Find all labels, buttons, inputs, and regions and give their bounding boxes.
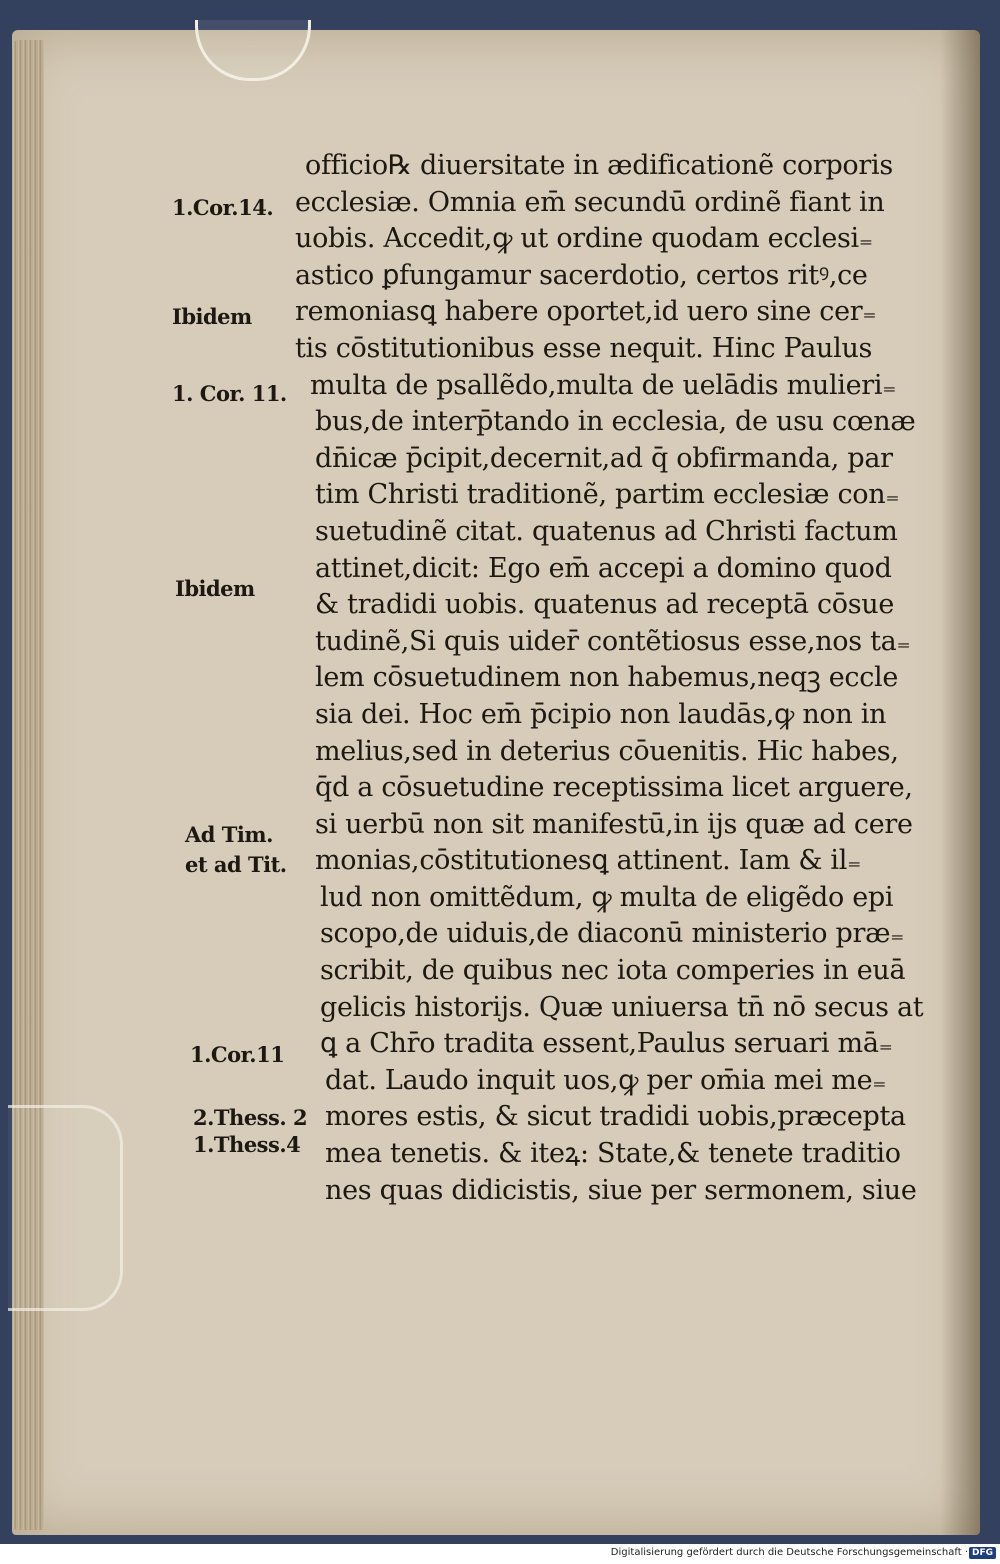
text-line: nes quas didicistis, siue per sermonem, siue — [325, 1174, 917, 1206]
text-line: tudinẽ,Si quis uider̄ contẽtiosus esse,nos ta₌ — [315, 625, 911, 657]
text-line: tim Christi traditionẽ, partim ecclesiæ con₌ — [315, 479, 900, 511]
margin-note: Ibidem — [175, 576, 255, 601]
text-line: melius,sed in deterius cōuenitis. Hic habes, — [315, 735, 899, 767]
text-line: officio℞ diuersitate in ædificationẽ corporis — [305, 150, 893, 181]
text-line: si uerbū non sit manifestū,in ijs quæ ad cere — [315, 808, 913, 840]
margin-note: 2.Thess. 2 — [193, 1105, 308, 1130]
text-line: scribit, de quibus nec iota comperies in euā — [320, 955, 906, 987]
text-line: ꝗ a Chr̄o tradita essent,Paulus seruari mā₌ — [320, 1028, 893, 1060]
margin-note: 1.Cor.11 — [190, 1042, 285, 1067]
text-line: & tradidi uobis. quatenus ad receptā cōsue — [315, 589, 895, 621]
text-line: dn̄icæ p̄cipit,decernit,ad q̄ obfirmanda, par — [315, 442, 893, 474]
text-line: ecclesiæ. Omnia em̄ secundū ordinẽ fiant in — [295, 186, 885, 218]
text-line: mores estis, & sicut tradidi uobis,præcepta — [325, 1101, 906, 1133]
main-text — [295, 148, 935, 1209]
margin-note: 1.Thess.4 — [193, 1132, 301, 1157]
margin-note: 1.Cor.14. — [172, 195, 274, 220]
dfg-logo: DFG — [969, 1547, 996, 1559]
text-line: monias,cōstitutionesꝗ attinent. Iam & il₌ — [315, 845, 862, 877]
text-line: tis cōstitutionibus esse nequit. Hinc Paulus — [295, 332, 873, 364]
text-line: scopo,de uiduis,de diaconū ministerio præ₌ — [320, 918, 905, 950]
text-line: sia dei. Hoc em̄ p̄cipio non laudās,ꝙ non in — [315, 698, 887, 730]
margin-note: Ibidem — [172, 304, 252, 329]
footer-bar — [0, 1544, 1000, 1564]
binding-shadow — [940, 30, 980, 1535]
book-clip-tab — [8, 1105, 123, 1311]
text-line: dat. Laudo inquit uos,ꝙ per om̄ia mei me₌ — [325, 1064, 887, 1096]
margin-note: et ad Tit. — [185, 852, 287, 877]
text-line: mea tenetis. & iteꝝ: State,& tenete traditio — [325, 1138, 901, 1170]
margin-note: Ad Tim. — [185, 822, 273, 847]
text-line: gelicis historijs. Quæ uniuersa tn̄ nō secus at — [320, 991, 924, 1023]
text-line: astico ꝑfungamur sacerdotio, certos ritꝰ,ce — [295, 259, 868, 291]
text-line: uobis. Accedit,ꝙ ut ordine quodam ecclesi₌ — [295, 223, 873, 255]
margin-note: 1. Cor. 11. — [172, 381, 287, 406]
text-line: remoniasꝗ habere oportet,id uero sine cer₌ — [295, 296, 877, 328]
text-line: suetudinẽ citat. quatenus ad Christi factum — [315, 515, 898, 547]
text-line: lud non omittẽdum, ꝙ multa de eligẽdo epi — [320, 881, 894, 913]
text-line: lem cōsuetudinem non habemus,neqꝫ eccle — [315, 662, 899, 694]
text-line: attinet,dicit: Ego em̄ accepi a domino quod — [315, 552, 892, 584]
text-line: multa de psallẽdo,multa de uelādis mulieri₌ — [310, 369, 897, 401]
funding-credit: Digitalisierung gefördert durch die Deutsche Forschungsgemeinschaft · — [610, 1547, 968, 1558]
text-line: bus,de interp̄tando in ecclesia, de usu cœnæ — [315, 406, 916, 438]
text-line: q̄d a cōsuetudine receptissima licet arguere, — [315, 772, 913, 804]
